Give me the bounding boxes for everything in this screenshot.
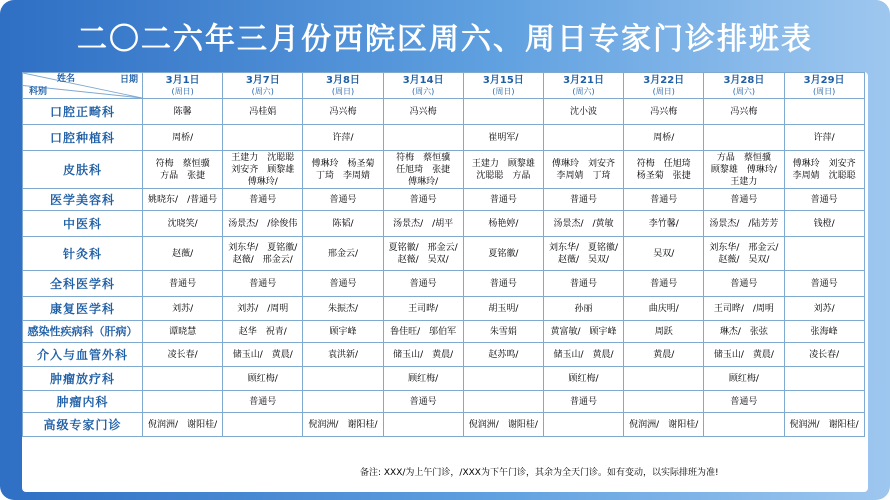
doctor-entry: 顾红梅/ — [568, 373, 599, 384]
doctor-entry: 杨艳婷/ — [488, 218, 519, 229]
doctor-entry: 刘东华/ 夏铭徽/ — [228, 242, 298, 253]
weekday-label: (周六) — [251, 86, 274, 96]
schedule-cell — [383, 321, 463, 343]
date-header — [704, 73, 784, 99]
schedule-cell — [624, 99, 704, 125]
schedule-cell — [704, 367, 784, 391]
table-row — [23, 125, 865, 151]
department-name: 感染性疾病科（肝病） — [23, 321, 143, 343]
schedule-cell — [143, 321, 223, 343]
corner-name-label: 姓名 — [57, 74, 76, 84]
table-row — [23, 271, 865, 297]
table-row — [23, 151, 865, 189]
doctor-entry: 冯桂娟 — [249, 106, 277, 117]
schedule-cell — [223, 367, 303, 391]
date-header — [303, 73, 383, 99]
schedule-cell — [624, 413, 704, 437]
doctor-entry: 陈韬/ — [332, 218, 354, 229]
schedule-body — [23, 99, 865, 437]
schedule-cell — [543, 125, 623, 151]
doctor-entry: 赵薇/ 邢金云/ — [232, 254, 293, 265]
schedule-cell — [543, 211, 623, 237]
schedule-cell — [463, 343, 543, 367]
schedule-cell — [784, 189, 864, 211]
weekday-label: (周日) — [331, 86, 355, 96]
schedule-cell — [784, 367, 864, 391]
doctor-entry: 陈馨 — [173, 106, 192, 117]
doctor-entry: 沈小波 — [570, 106, 598, 117]
schedule-cell — [543, 321, 623, 343]
doctor-entry: 普通号 — [489, 194, 517, 205]
schedule-cell — [463, 391, 543, 413]
schedule-cell — [543, 271, 623, 297]
doctor-entry: 姚晓东/ /普通号 — [148, 194, 218, 205]
doctor-entry: 赵苏鸣/ — [488, 349, 519, 360]
doctor-entry: 黄富敏/ 顾宇峰 — [550, 326, 617, 337]
schedule-sheet — [22, 72, 868, 492]
doctor-entry: 顾红梅/ — [408, 373, 439, 384]
schedule-cell — [543, 367, 623, 391]
schedule-cell — [784, 99, 864, 125]
doctor-entry: 黄晨/ — [653, 349, 675, 360]
schedule-cell — [784, 211, 864, 237]
date-label: 3月29日 — [803, 74, 845, 86]
doctor-entry: 沈晓笑/ — [167, 218, 198, 229]
schedule-cell — [624, 297, 704, 321]
schedule-cell — [303, 211, 383, 237]
table-row — [23, 321, 865, 343]
schedule-cell — [143, 125, 223, 151]
doctor-entry: 王司晔/ /周明 — [713, 303, 774, 314]
schedule-cell — [543, 343, 623, 367]
date-label: 3月22日 — [643, 74, 685, 86]
doctor-entry: 普通号 — [329, 194, 357, 205]
department-name: 皮肤科 — [23, 151, 143, 189]
doctor-entry: 刘东华/ 夏铭徽/ — [548, 242, 619, 253]
doctor-entry: 储玉山/ 黄晨/ — [713, 349, 774, 360]
schedule-cell — [463, 297, 543, 321]
doctor-entry: 王建力 顾黎雄 — [471, 158, 535, 169]
doctor-entry: 傅琳玲 刘安齐 — [792, 158, 856, 169]
date-label: 3月15日 — [482, 74, 524, 86]
date-header — [543, 73, 623, 99]
table-row — [23, 343, 865, 367]
schedule-cell — [223, 413, 303, 437]
corner-cell — [23, 73, 143, 99]
schedule-cell — [543, 151, 623, 189]
schedule-cell — [704, 297, 784, 321]
table-row — [23, 237, 865, 271]
schedule-table — [22, 72, 865, 437]
doctor-entry: 冯兴梅 — [650, 106, 678, 117]
schedule-cell — [463, 271, 543, 297]
schedule-cell — [383, 367, 463, 391]
schedule-cell — [704, 99, 784, 125]
doctor-entry: 孙丽 — [574, 303, 593, 314]
schedule-cell — [143, 237, 223, 271]
doctor-entry: 储玉山/ 黄晨/ — [393, 349, 454, 360]
schedule-cell — [463, 237, 543, 271]
schedule-cell — [223, 391, 303, 413]
schedule-cell — [303, 297, 383, 321]
corner-date-label: 日期 — [119, 75, 138, 85]
doctor-entry: 李竹馨/ — [648, 218, 679, 229]
schedule-cell — [303, 271, 383, 297]
schedule-cell — [543, 297, 623, 321]
schedule-cell — [463, 211, 543, 237]
doctor-entry: 崔明军/ — [488, 132, 519, 143]
schedule-cell — [543, 237, 623, 271]
doctor-entry: 谭晓慧 — [169, 326, 197, 337]
doctor-entry: 倪润洲/ 谢阳桂/ — [789, 419, 859, 430]
schedule-cell — [143, 211, 223, 237]
doctor-entry: 刘苏/ — [172, 303, 194, 314]
schedule-cell — [383, 211, 463, 237]
table-row — [23, 367, 865, 391]
table-row — [23, 211, 865, 237]
doctor-entry: 吴双/ — [653, 248, 675, 259]
doctor-entry: 顾红梅/ — [247, 373, 278, 384]
doctor-entry: 普通号 — [730, 278, 758, 289]
doctor-entry: 傅琳玲 刘安齐 — [552, 158, 616, 169]
doctor-entry: 刘安齐 顾黎雄 — [231, 164, 295, 175]
doctor-entry: 赵薇/ — [172, 248, 194, 259]
doctor-entry: 袁洪新/ — [327, 349, 358, 360]
doctor-entry: 普通号 — [570, 278, 598, 289]
schedule-cell — [303, 99, 383, 125]
doctor-entry: 鲁佳旺/ 邬伯军 — [390, 326, 457, 337]
weekday-label: (周日) — [652, 86, 675, 96]
schedule-cell — [303, 189, 383, 211]
schedule-cell — [624, 237, 704, 271]
table-row — [23, 99, 865, 125]
doctor-entry: 冯兴梅 — [730, 106, 758, 117]
schedule-cell — [543, 189, 623, 211]
schedule-cell — [143, 367, 223, 391]
doctor-entry: 周跃 — [654, 326, 673, 337]
corner-dept-label: 科别 — [29, 87, 48, 97]
schedule-cell — [303, 367, 383, 391]
schedule-cell — [543, 391, 623, 413]
schedule-cell — [624, 151, 704, 189]
doctor-entry: 汤景杰/ /胡平 — [393, 218, 454, 229]
doctor-entry: 普通号 — [409, 194, 437, 205]
schedule-cell — [704, 211, 784, 237]
doctor-entry: 符梅 蔡恒骥 — [155, 158, 210, 169]
schedule-cell — [463, 151, 543, 189]
date-header — [784, 73, 864, 99]
schedule-cell — [303, 151, 383, 189]
schedule-cell — [624, 211, 704, 237]
doctor-entry: 王司晔/ — [408, 303, 439, 314]
schedule-cell — [704, 413, 784, 437]
schedule-cell — [303, 391, 383, 413]
doctor-entry: 许萍/ — [332, 132, 354, 143]
doctor-entry: 邢金云/ — [327, 248, 358, 259]
schedule-cell — [624, 189, 704, 211]
doctor-entry: 杨圣菊 张捷 — [636, 170, 691, 181]
schedule-cell — [143, 413, 223, 437]
doctor-entry: 汤景杰/ /徐俊伟 — [228, 218, 298, 229]
department-name: 中医科 — [23, 211, 143, 237]
schedule-cell — [383, 99, 463, 125]
doctor-entry: 普通号 — [810, 278, 838, 289]
doctor-entry: 倪润洲/ 谢阳桂/ — [148, 419, 218, 430]
date-header — [624, 73, 704, 99]
schedule-cell — [303, 237, 383, 271]
page-title: 二〇二六年三月份西院区周六、周日专家门诊排班表 — [77, 22, 813, 57]
doctor-entry: 傅琳玲/ — [247, 176, 278, 187]
weekday-label: (周日) — [492, 86, 515, 96]
doctor-entry: 普通号 — [249, 278, 277, 289]
doctor-entry: 刘苏/ /周明 — [237, 303, 289, 314]
schedule-cell — [303, 413, 383, 437]
schedule-cell — [784, 237, 864, 271]
schedule-cell — [704, 343, 784, 367]
doctor-entry: 汤景杰/ /黄敏 — [553, 218, 614, 229]
doctor-entry: 许萍/ — [813, 132, 835, 143]
doctor-entry: 王建力 — [730, 176, 758, 187]
department-name: 介入与血管外科 — [23, 343, 143, 367]
schedule-cell — [624, 391, 704, 413]
schedule-cell — [383, 151, 463, 189]
doctor-entry: 刘东华/ 邢金云/ — [709, 242, 779, 253]
doctor-entry: 普通号 — [730, 396, 758, 407]
schedule-cell — [624, 343, 704, 367]
department-name: 口腔种植科 — [23, 125, 143, 151]
schedule-cell — [223, 237, 303, 271]
department-name: 医学美容科 — [23, 189, 143, 211]
schedule-cell — [223, 321, 303, 343]
department-name: 肿瘤内科 — [23, 391, 143, 413]
doctor-entry: 傅琳玲/ — [408, 176, 439, 187]
schedule-cell — [543, 413, 623, 437]
date-label: 3月7日 — [245, 74, 280, 86]
schedule-cell — [463, 413, 543, 437]
table-row — [23, 297, 865, 321]
schedule-cell — [624, 321, 704, 343]
schedule-cell — [784, 151, 864, 189]
schedule-cell — [223, 125, 303, 151]
doctor-entry: 李周婧 丁琦 — [556, 170, 611, 181]
schedule-cell — [463, 125, 543, 151]
schedule-cell — [463, 367, 543, 391]
schedule-cell — [383, 189, 463, 211]
doctor-entry: 普通号 — [570, 396, 598, 407]
doctor-entry: 普通号 — [650, 278, 678, 289]
doctor-entry: 普通号 — [730, 194, 758, 205]
doctor-entry: 朱雪娟 — [489, 326, 517, 337]
schedule-cell — [704, 271, 784, 297]
schedule-cell — [704, 125, 784, 151]
doctor-entry: 普通号 — [249, 194, 277, 205]
weekday-label: (周六) — [732, 86, 756, 96]
schedule-cell — [383, 271, 463, 297]
schedule-cell — [143, 391, 223, 413]
schedule-cell — [143, 297, 223, 321]
schedule-cell — [704, 321, 784, 343]
doctor-entry: 冯兴梅 — [409, 106, 437, 117]
department-name: 全科医学科 — [23, 271, 143, 297]
doctor-entry: 任旭琦 张捷 — [396, 164, 451, 175]
schedule-cell — [463, 321, 543, 343]
doctor-entry: 丁琦 李周婧 — [315, 170, 370, 181]
schedule-cell — [624, 367, 704, 391]
schedule-cell — [223, 297, 303, 321]
schedule-cell — [383, 343, 463, 367]
date-label: 3月21日 — [563, 74, 604, 86]
schedule-cell — [143, 151, 223, 189]
doctor-entry: 倪润洲/ 谢阳桂/ — [468, 419, 538, 430]
doctor-entry: 凌长春/ — [809, 349, 840, 360]
doctor-entry: 周桥/ — [653, 132, 675, 143]
schedule-cell — [143, 189, 223, 211]
doctor-entry: 倪润洲/ 谢阳桂/ — [308, 419, 378, 430]
doctor-entry: 胡玉明/ — [488, 303, 519, 314]
date-header — [223, 73, 303, 99]
schedule-cell — [223, 343, 303, 367]
doctor-entry: 赵薇/ 吴双/ — [397, 254, 449, 265]
schedule-cell — [784, 271, 864, 297]
table-row — [23, 413, 865, 437]
schedule-cell — [303, 343, 383, 367]
table-row — [23, 391, 865, 413]
doctor-entry: 张海峰 — [810, 326, 838, 337]
table-row — [23, 189, 865, 211]
department-name: 口腔正畸科 — [23, 99, 143, 125]
doctor-entry: 王建力 沈聪聪 — [231, 152, 295, 163]
schedule-cell — [223, 99, 303, 125]
doctor-entry: 琳杰/ 张弦 — [719, 326, 768, 337]
schedule-cell — [784, 321, 864, 343]
doctor-entry: 夏铭徽/ 邢金云/ — [388, 242, 458, 253]
doctor-entry: 凌长春/ — [167, 349, 198, 360]
schedule-cell — [784, 413, 864, 437]
doctor-entry: 普通号 — [329, 278, 357, 289]
doctor-entry: 朱振杰/ — [327, 303, 358, 314]
doctor-entry: 顾黎雄 傅琳玲/ — [710, 164, 777, 175]
weekday-label: (周六) — [572, 86, 595, 96]
doctor-entry: 顾红梅/ — [728, 373, 759, 384]
schedule-cell — [784, 125, 864, 151]
doctor-entry: 储玉山/ 黄晨/ — [553, 349, 614, 360]
department-name: 针灸科 — [23, 237, 143, 271]
doctor-entry: 钱橙/ — [813, 218, 835, 229]
department-name: 高级专家门诊 — [23, 413, 143, 437]
doctor-entry: 普通号 — [810, 194, 838, 205]
schedule-cell — [223, 189, 303, 211]
date-header — [463, 73, 543, 99]
doctor-entry: 储玉山/ 黄晨/ — [232, 349, 293, 360]
schedule-cell — [784, 343, 864, 367]
doctor-entry: 李周婧 沈聪聪 — [792, 170, 856, 181]
remark-note: 备注: XXX/为上午门诊，/XXX为下午门诊，其余为全天门诊。如有变动，以实际排班为准! — [360, 468, 719, 478]
doctor-entry: 普通号 — [570, 194, 598, 205]
weekday-label: (周日) — [171, 86, 194, 96]
schedule-cell — [784, 391, 864, 413]
schedule-cell — [143, 99, 223, 125]
department-name: 肿瘤放疗科 — [23, 367, 143, 391]
schedule-cell — [463, 189, 543, 211]
schedule-cell — [624, 271, 704, 297]
doctor-entry: 刘苏/ — [813, 303, 835, 314]
schedule-cell — [704, 151, 784, 189]
doctor-entry: 方晶 张捷 — [160, 170, 206, 181]
schedule-cell — [223, 211, 303, 237]
doctor-entry: 普通号 — [409, 278, 437, 289]
schedule-cell — [383, 413, 463, 437]
schedule-cell — [704, 237, 784, 271]
doctor-entry: 赵薇/ 吴双/ — [718, 254, 770, 265]
doctor-entry: 沈聪聪 方晶 — [476, 170, 531, 181]
doctor-entry: 周桥/ — [172, 132, 194, 143]
doctor-entry: 夏铭徽/ — [488, 248, 519, 259]
doctor-entry: 普通号 — [249, 396, 277, 407]
schedule-cell — [303, 321, 383, 343]
schedule-cell — [143, 271, 223, 297]
schedule-cell — [303, 125, 383, 151]
doctor-entry: 倪润洲/ 谢阳桂/ — [629, 419, 699, 430]
schedule-cell — [463, 99, 543, 125]
schedule-cell — [624, 125, 704, 151]
doctor-entry: 普通号 — [650, 194, 678, 205]
date-label: 3月8日 — [326, 74, 360, 86]
doctor-entry: 符梅 蔡恒骥 — [396, 152, 451, 163]
doctor-entry: 曲庆明/ — [648, 303, 679, 314]
date-header — [383, 73, 463, 99]
doctor-entry: 赵华 祝青/ — [238, 326, 287, 337]
schedule-cell — [784, 297, 864, 321]
schedule-cell — [383, 297, 463, 321]
weekday-label: (周六) — [412, 86, 435, 96]
doctor-entry: 符梅 任旭琦 — [636, 158, 691, 169]
schedule-cell — [383, 237, 463, 271]
doctor-entry: 冯兴梅 — [329, 106, 357, 117]
schedule-cell — [704, 391, 784, 413]
doctor-entry: 顾宇峰 — [329, 326, 357, 337]
doctor-entry: 普通号 — [169, 278, 197, 289]
date-label: 3月14日 — [402, 74, 444, 86]
header-row — [23, 73, 865, 99]
doctor-entry: 方晶 蔡恒骥 — [716, 152, 771, 163]
doctor-entry: 傅琳玲 杨圣菊 — [311, 158, 375, 169]
date-header — [143, 73, 223, 99]
doctor-entry: 普通号 — [489, 278, 517, 289]
doctor-entry: 赵薇/ 吴双/ — [557, 254, 610, 265]
schedule-cell — [143, 343, 223, 367]
schedule-cell — [704, 189, 784, 211]
schedule-cell — [383, 125, 463, 151]
schedule-cell — [383, 391, 463, 413]
department-name: 康复医学科 — [23, 297, 143, 321]
schedule-cell — [223, 151, 303, 189]
doctor-entry: 汤景杰/ /陆芳芳 — [709, 218, 779, 229]
schedule-cell — [543, 99, 623, 125]
doctor-entry: 普通号 — [409, 396, 437, 407]
schedule-cell — [223, 271, 303, 297]
weekday-label: (周日) — [812, 86, 836, 96]
date-label: 3月1日 — [165, 74, 200, 86]
date-label: 3月28日 — [723, 74, 765, 86]
